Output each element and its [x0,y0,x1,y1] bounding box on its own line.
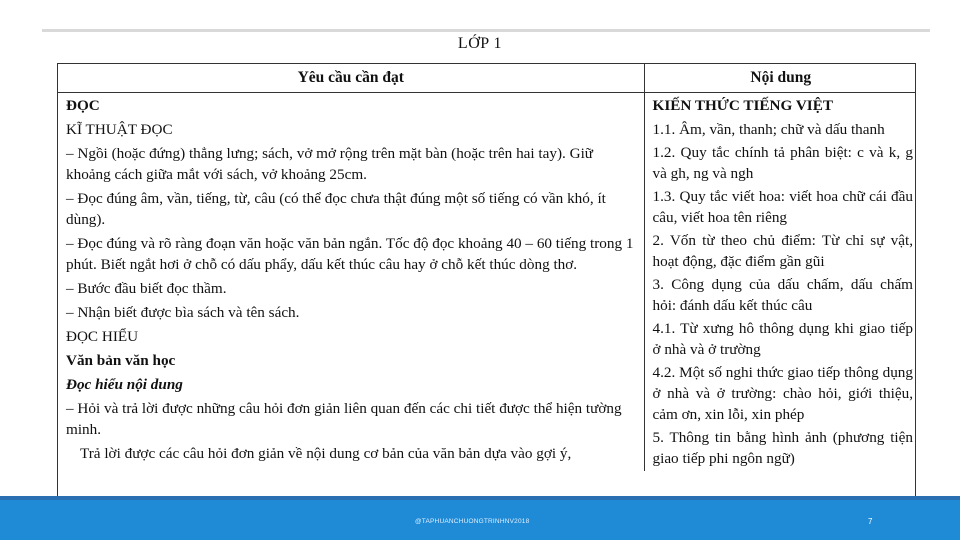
top-divider [42,29,930,32]
left-paragraph: Văn bản văn học [66,351,176,369]
left-paragraph: ĐỌC [66,96,100,114]
requirements-table [57,63,916,499]
left-paragraph: Trả lời được các câu hỏi đơn giản về nội dung cơ bản của văn bản dựa vào gợi ý, [80,444,572,462]
left-paragraph: – Ngồi (hoặc đứng) thẳng lưng; sách, vở mở rộng trên mặt bàn (hoặc trên hai tay). Giữ khoảng cách giữa mắt với sách, vở khoảng 25cm. [66,144,594,183]
left-paragraph: ĐỌC HIỂU [66,327,139,345]
right-paragraph: 1.1. Âm, vần, thanh; chữ và dấu thanh [652,120,885,138]
right-paragraph: KIẾN THỨC TIẾNG VIỆT [652,96,833,114]
left-paragraph: – Đọc đúng âm, vần, tiếng, từ, câu (có thể đọc chưa thật đúng một số tiếng có vần khó, ít dùng). [66,189,606,228]
page-number: 7 [868,517,873,526]
right-paragraph: 5. Thông tin bằng hình ảnh (phương tiện giao tiếp phi ngôn ngữ) [652,428,913,467]
right-paragraph: 1.2. Quy tắc chính tả phân biệt: c và k, g và gh, ng và ngh [652,143,913,182]
left-paragraph: – Bước đầu biết đọc thầm. [66,279,227,297]
left-paragraph: Đọc hiểu nội dung [66,375,183,393]
right-paragraph: 4.2. Một số nghi thức giao tiếp thông dụng ở nhà và ở trường: chào hỏi, giới thiệu, cảm ơn, xin lỗi, xin phép [652,363,913,423]
header-requirements: Yêu cầu cần đạt [58,64,644,92]
header-content: Nội dung [644,64,916,92]
slide-title: LỚP 1 [457,35,503,52]
right-paragraph: 1.3. Quy tắc viết hoa: viết hoa chữ cái đầu câu, viết hoa tên riêng [652,187,913,226]
slide-footer [0,500,960,540]
requirements-cell [58,92,644,471]
footer-text: @TAPHUANCHUONGTRINHNV2018 [415,518,530,525]
right-paragraph: 4.1. Từ xưng hô thông dụng khi giao tiếp ở nhà và ở trường [652,319,913,358]
left-paragraph: – Đọc đúng và rõ ràng đoạn văn hoặc văn bản ngắn. Tốc độ đọc khoảng 40 – 60 tiếng trong 1 phút. Biết ngắt hơi ở chỗ có dấu phẩy, dấu kết thúc câu hay ở chỗ kết thúc dòng thơ. [66,234,634,273]
right-paragraph: 2. Vốn từ theo chủ điểm: Từ chỉ sự vật, hoạt động, đặc điểm gần gũi [652,231,913,270]
left-paragraph: KĨ THUẬT ĐỌC [66,120,173,138]
left-paragraph: – Hỏi và trả lời được những câu hỏi đơn giản liên quan đến các chi tiết được thể hiện tường minh. [66,399,622,438]
content-cell [644,92,916,471]
left-paragraph: – Nhận biết được bìa sách và tên sách. [66,303,300,321]
right-paragraph: 3. Công dụng của dấu chấm, dấu chấm hỏi: đánh dấu kết thúc câu [652,275,913,314]
